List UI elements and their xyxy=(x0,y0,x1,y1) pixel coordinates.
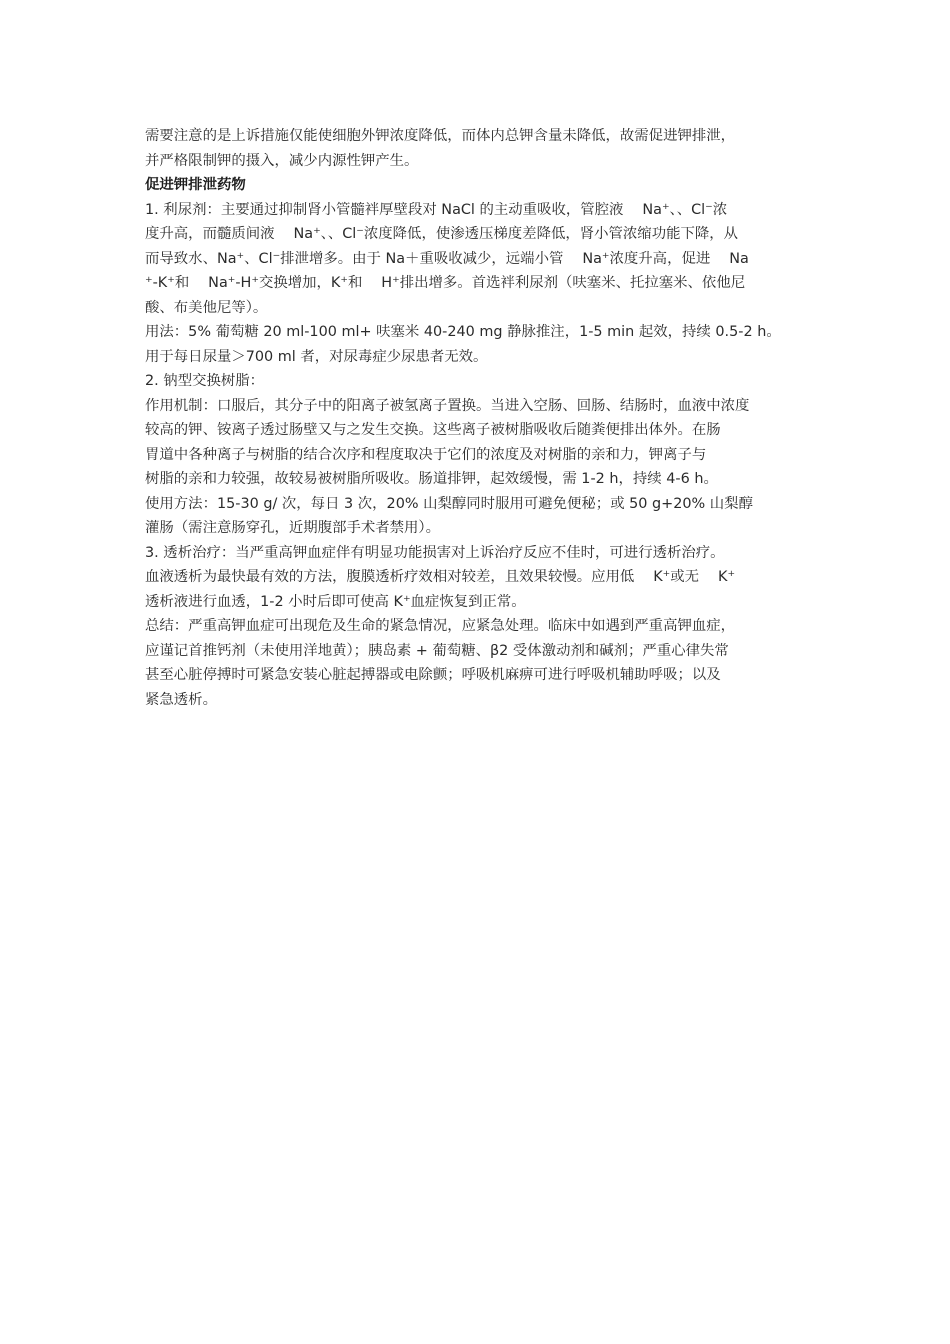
text-line: 而导致水、Na⁺、Cl⁻排泄增多。由于 Na＋重吸收减少，远端小管 Na⁺浓度升高，促进 Na xyxy=(145,250,749,267)
text-line: 透析液进行血透，1-2 小时后即可使高 K⁺血症恢复到正常。 xyxy=(145,593,526,610)
resin-title-paragraph xyxy=(145,369,815,394)
text-line: 酸、布美他尼等）。 xyxy=(145,299,268,316)
text-line: 紧急透析。 xyxy=(145,691,217,708)
diuretics-paragraph xyxy=(145,198,815,321)
text-line: 使用方法：15-30 g/ 次，每日 3 次，20% 山梨醇同时服用可避免便秘；或 50 g+20% 山梨醇 xyxy=(145,495,753,512)
diuretics-usage-paragraph xyxy=(145,320,815,369)
text-line: 用于每日尿量＞700 ml 者，对尿毒症少尿患者无效。 xyxy=(145,348,488,365)
text-line: 用法：5% 葡萄糖 20 ml-100 ml+ 呋塞米 40-240 mg 静脉推注，1-5 min 起效，持续 0.5-2 h。 xyxy=(145,324,781,340)
text-line: 度升高，而髓质间液 Na⁺、、Cl⁻浓度降低，使渗透压梯度差降低，肾小管浓缩功能下降，从 xyxy=(145,226,739,242)
text-line: 需要注意的是上诉措施仅能使细胞外钾浓度降低，而体内总钾含量未降低，故需促进钾排泄， xyxy=(145,128,736,144)
resin-mechanism-paragraph xyxy=(145,394,815,492)
text-line: 甚至心脏停搏时可紧急安装心脏起搏器或电除颤；呼吸机麻痹可进行呼吸机辅助呼吸；以及 xyxy=(145,667,721,683)
summary-paragraph xyxy=(145,614,815,712)
text-line: 灌肠（需注意肠穿孔，近期腹部手术者禁用）。 xyxy=(145,520,441,536)
document-page xyxy=(145,124,815,712)
text-line: 树脂的亲和力较强，故较易被树脂所吸收。肠道排钾，起效缓慢，需 1-2 h，持续 4-6 h。 xyxy=(145,471,718,487)
text-line: 应谨记首推钙剂（未使用洋地黄）；胰岛素 + 葡萄糖、β2 受体激动剂和碱剂；严重心律失常 xyxy=(145,642,729,659)
intro-paragraph xyxy=(145,124,815,173)
text-line: 并严格限制钾的摄入，减少内源性钾产生。 xyxy=(145,152,419,169)
text-line: 总结：严重高钾血症可出现危及生命的紧急情况，应紧急处理。临床中如遇到严重高钾血症， xyxy=(145,618,736,634)
heading-text: 促进钾排泄药物 xyxy=(145,177,246,193)
text-line: 血液透析为最快最有效的方法，腹膜透析疗效相对较差，且效果较慢。应用低 K⁺或无 K⁺ xyxy=(145,569,736,585)
text-line: ⁺-K⁺和 Na⁺-H⁺交换增加，K⁺和 H⁺排出增多。首选袢利尿剂（呋塞米、托拉塞米、依他尼 xyxy=(145,275,746,291)
text-line: 作用机制：口服后，其分子中的阳离子被氢离子置换。当进入空肠、回肠、结肠时，血液中浓度 xyxy=(145,397,750,414)
text-line: 3. 透析治疗：当严重高钾血症伴有明显功能损害对上诉治疗反应不佳时，可进行透析治疗。 xyxy=(145,544,725,561)
dialysis-paragraph xyxy=(145,541,815,615)
text-line: 较高的钾、铵离子透过肠壁又与之发生交换。这些离子被树脂吸收后随粪便排出体外。在肠 xyxy=(145,422,721,438)
section-heading xyxy=(145,173,815,198)
resin-usage-paragraph xyxy=(145,492,815,541)
text-line: 胃道中各种离子与树脂的结合次序和程度取决于它们的浓度及对树脂的亲和力，钾离子与 xyxy=(145,446,707,463)
text-line: 2. 钠型交换树脂： xyxy=(145,373,265,389)
text-line: 1. 利尿剂：主要通过抑制肾小管髓袢厚壁段对 NaCl 的主动重吸收，管腔液 Na⁺、、Cl⁻浓 xyxy=(145,201,728,218)
